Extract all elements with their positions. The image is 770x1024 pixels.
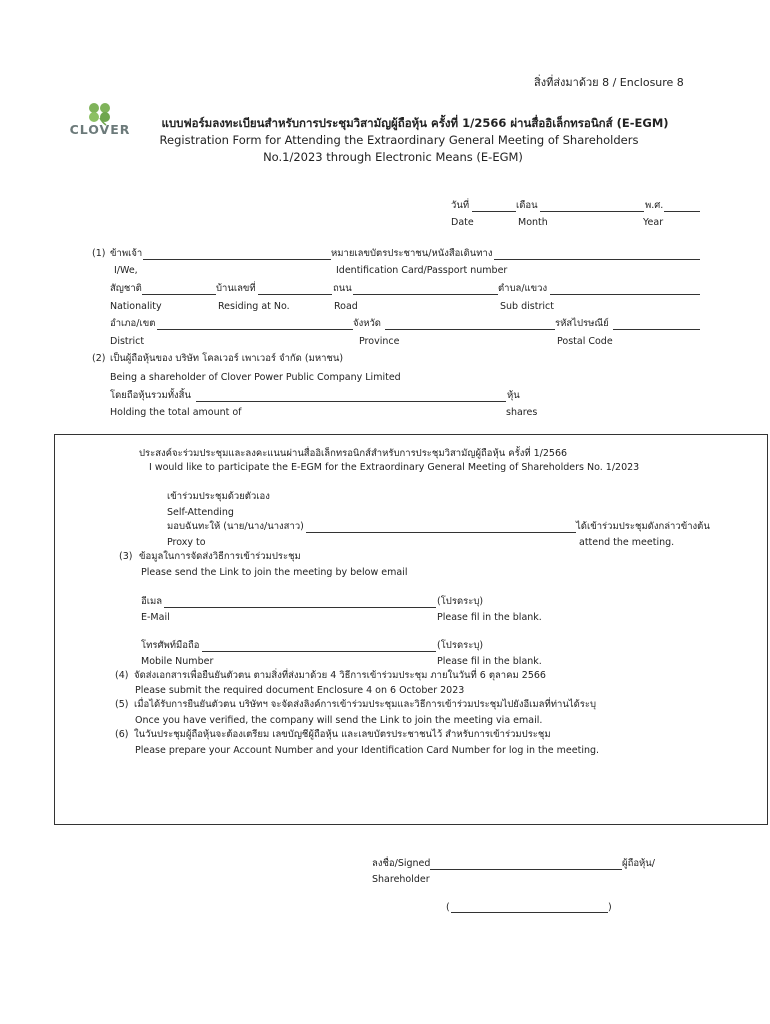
shares-amount-field[interactable] — [196, 401, 506, 402]
subdistrict-label-th: ตำบล/แขวง — [498, 283, 548, 294]
section3-thai: ข้อมูลในการจัดส่งวิธีการเข้าร่วมประชุม — [139, 551, 301, 562]
date-month-field[interactable] — [540, 211, 644, 212]
logo-text: CLOVER — [69, 122, 131, 137]
self-attending-th: เข้าร่วมประชุมด้วยตัวเอง — [167, 491, 270, 502]
residing-field[interactable] — [258, 294, 332, 295]
district-label-en: District — [110, 336, 145, 347]
i-label-en: I/We, — [114, 265, 138, 276]
postal-label-th: รหัสไปรษณีย์ — [555, 318, 609, 329]
section3-number: (3) — [119, 551, 133, 562]
district-label-th: อำเภอ/เขต — [110, 318, 156, 329]
section2-thai: เป็นผู้ถือหุ้นของ บริษัท โคลเวอร์ เพาเวอร์ จำกัด (มหาชน) — [110, 353, 344, 364]
section6-thai: ในวันประชุมผู้ถือหุ้นจะต้องเตรียม เลขบัญชีผู้ถือหุ้น และเลขบัตรประชาชนไว้ สำหรับการเข้าร่วมประชุม — [134, 729, 551, 740]
section4-number: (4) — [115, 670, 129, 681]
province-field[interactable] — [385, 329, 555, 330]
intent-english: I would like to participate the E-EGM for the Extraordinary General Meeting of Shareholders No. 1/2023 — [149, 462, 640, 473]
shareholder-label-th: ผู้ถือหุ้น/ — [622, 858, 655, 869]
self-attending-en: Self-Attending — [167, 507, 234, 518]
holding-label-en: Holding the total amount of — [110, 407, 242, 418]
date-day-label: วันที่ — [451, 200, 470, 211]
proxy-label-th: มอบฉันทะให้ (นาย/นาง/นางสาว) — [167, 521, 304, 532]
printed-name-close: ) — [608, 902, 612, 913]
attend-label-th: ได้เข้าร่วมประชุมดังกล่าวข้างต้น — [576, 521, 710, 532]
participation-box — [54, 434, 768, 825]
email-specify-en: Please fil in the blank. — [437, 612, 542, 623]
section3-english: Please send the Link to join the meeting by below email — [141, 567, 408, 578]
province-label-th: จังหวัด — [353, 318, 381, 329]
date-year-field[interactable] — [664, 211, 700, 212]
proxy-name-field[interactable] — [306, 532, 576, 533]
province-label-en: Province — [359, 336, 400, 347]
shares-label-en: shares — [506, 407, 538, 418]
email-field[interactable] — [164, 607, 436, 608]
section1-number: (1) — [92, 248, 106, 259]
i-label-th: ข้าพเจ้า — [110, 248, 143, 259]
date-month-en: Month — [518, 217, 548, 228]
date-day-en: Date — [451, 217, 474, 228]
mobile-specify-th: (โปรดระบุ) — [437, 640, 484, 651]
printed-name-field[interactable] — [451, 912, 608, 913]
section5-thai: เมื่อได้รับการยืนยันตัวตน บริษัทฯ จะจัดส่งลิงค์การเข้าร่วมประชุมและวิธีการเข้าร่วมประชุมไปยังอีเมลที่ท่านได้ระบุ — [134, 699, 597, 710]
id-label-en: Identification Card/Passport number — [336, 265, 508, 276]
district-field[interactable] — [157, 329, 353, 330]
nationality-label-th: สัญชาติ — [110, 283, 142, 294]
section2-number: (2) — [92, 353, 106, 364]
id-label-th: หมายเลขบัตรประชาชน/หนังสือเดินทาง — [331, 248, 493, 259]
signed-label: ลงชื่อ/Signed — [372, 858, 431, 869]
id-number-field[interactable] — [494, 259, 700, 260]
section6-english: Please prepare your Account Number and your Identification Card Number for log in the meeting. — [135, 745, 600, 756]
residing-label-en: Residing at No. — [218, 301, 290, 312]
title-thai: แบบฟอร์มลงทะเบียนสำหรับการประชุมวิสามัญผู้ถือหุ้น ครั้งที่ 1/2566 ผ่านสื่ออิเล็กทรอนิกส์ (E-EGM) — [161, 116, 669, 130]
enclosure-label: สิ่งที่ส่งมาด้วย 8 / Enclosure 8 — [534, 76, 684, 89]
proxy-label-en: Proxy to — [167, 537, 206, 548]
date-year-en: Year — [643, 217, 664, 228]
postal-label-en: Postal Code — [557, 336, 613, 347]
printed-name-open: ( — [446, 902, 450, 913]
shares-label-th: หุ้น — [507, 390, 520, 401]
email-label-en: E-Mail — [141, 612, 170, 623]
mobile-field[interactable] — [202, 651, 436, 652]
email-specify-th: (โปรดระบุ) — [437, 596, 484, 607]
postal-field[interactable] — [613, 329, 700, 330]
mobile-label-th: โทรศัพท์มือถือ — [141, 640, 200, 651]
road-label-th: ถนน — [333, 283, 352, 294]
holding-label-th: โดยถือหุ้นรวมทั้งสิ้น — [110, 390, 191, 401]
email-label-th: อีเมล — [141, 596, 163, 607]
shareholder-label-en: Shareholder — [372, 874, 430, 885]
name-field[interactable] — [143, 259, 331, 260]
title-en-line1: Registration Form for Attending the Extraordinary General Meeting of Shareholders — [159, 133, 639, 147]
subdistrict-label-en: Sub district — [500, 301, 554, 312]
nationality-label-en: Nationality — [110, 301, 162, 312]
residing-label-th: บ้านเลขที่ — [216, 283, 256, 294]
section2-english: Being a shareholder of Clover Power Public Company Limited — [110, 372, 401, 383]
date-month-label: เดือน — [516, 200, 538, 211]
section4-thai: จัดส่งเอกสารเพื่อยืนยันตัวตน ตามสิ่งที่ส่งมาด้วย 4 วิธีการเข้าร่วมประชุม ภายในวันที่ 6 ตุลาคม 2566 — [134, 670, 546, 681]
intent-thai: ประสงค์จะร่วมประชุมและลงคะแนนผ่านสื่ออิเล็กทรอนิกส์สำหรับการประชุมวิสามัญผู้ถือหุ้น ครั้งที่ 1/2566 — [139, 448, 568, 459]
mobile-label-en: Mobile Number — [141, 656, 214, 667]
road-field[interactable] — [353, 294, 498, 295]
mobile-specify-en: Please fil in the blank. — [437, 656, 542, 667]
section5-english: Once you have verified, the company will send the Link to join the meeting via email. — [135, 715, 543, 726]
road-label-en: Road — [334, 301, 358, 312]
signature-field[interactable] — [430, 869, 622, 870]
attend-label-en: attend the meeting. — [579, 537, 675, 548]
date-year-label: พ.ศ. — [645, 200, 664, 211]
section4-english: Please submit the required document Enclosure 4 on 6 October 2023 — [135, 685, 465, 696]
section6-number: (6) — [115, 729, 129, 740]
subdistrict-field[interactable] — [550, 294, 700, 295]
section5-number: (5) — [115, 699, 129, 710]
date-day-field[interactable] — [472, 211, 516, 212]
title-en-line2: No.1/2023 through Electronic Means (E-EGM) — [263, 150, 523, 164]
nationality-field[interactable] — [142, 294, 216, 295]
